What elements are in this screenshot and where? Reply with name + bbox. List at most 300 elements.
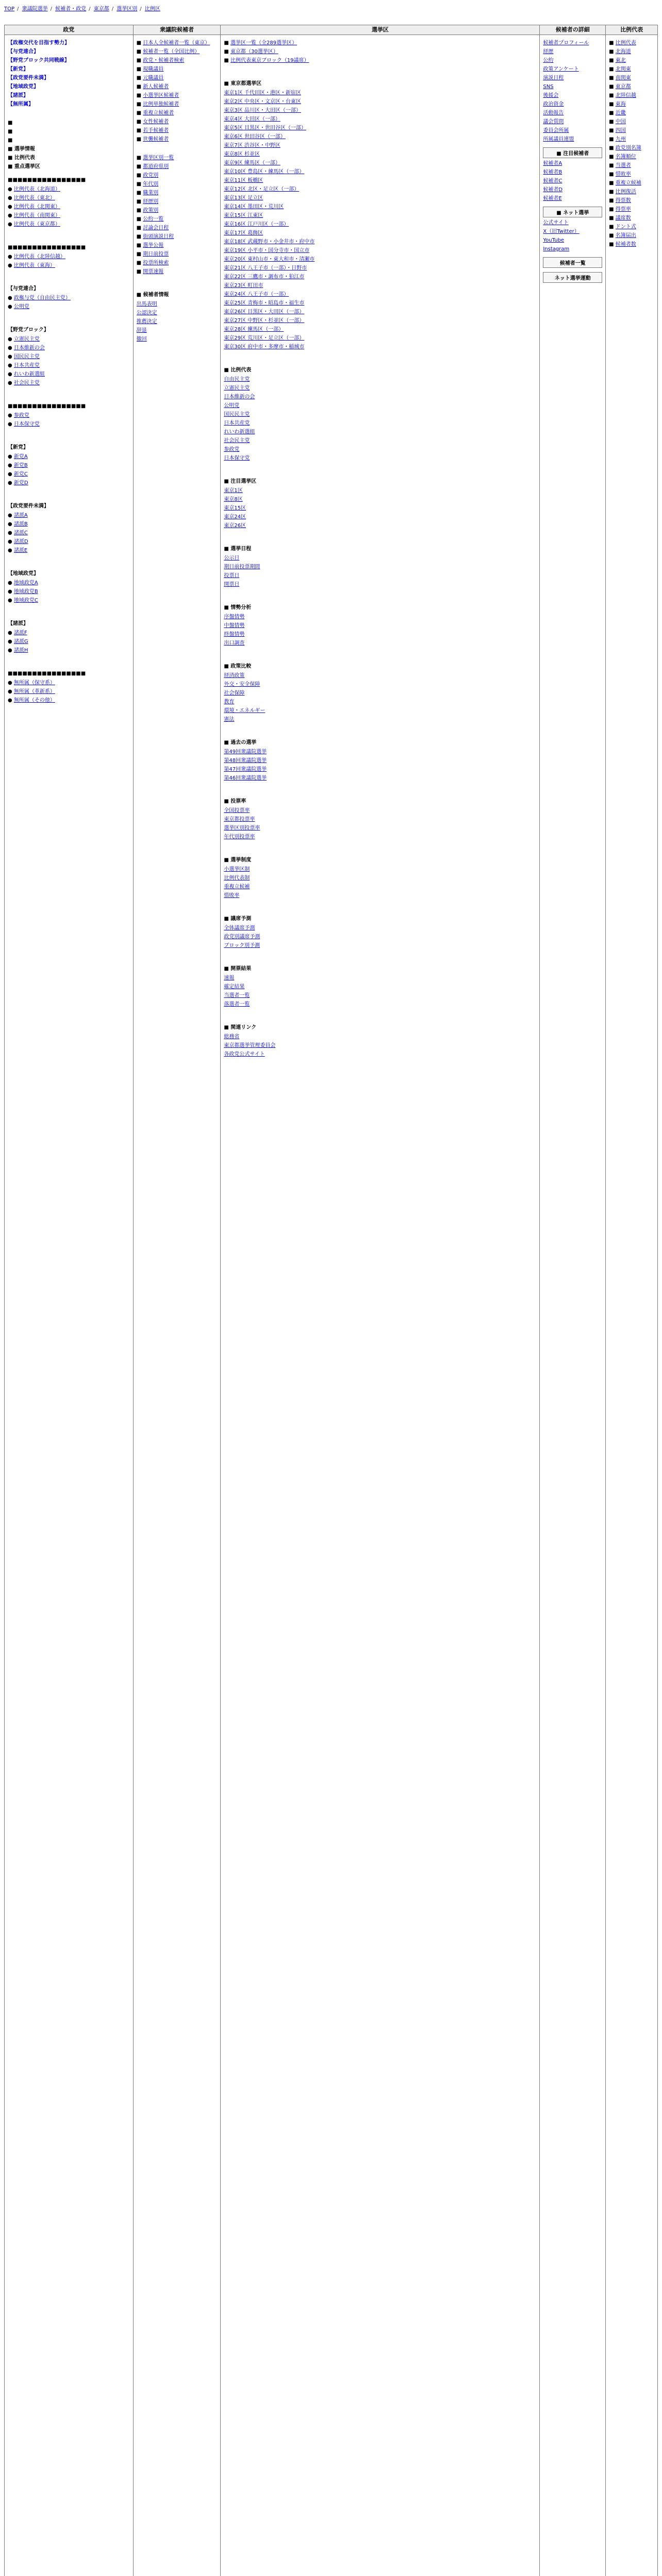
district-link-row bbox=[224, 256, 536, 263]
candidate-sub-link[interactable]: 選挙公報 bbox=[143, 243, 164, 248]
left-menu-item[interactable]: ■ 比例代表 bbox=[8, 155, 35, 161]
district-section-link-row bbox=[224, 975, 536, 982]
district-link[interactable]: 東京29区 荒川区・足立区（一部） bbox=[224, 335, 305, 341]
left-block-link-row bbox=[8, 512, 130, 519]
candidate-sub-link[interactable]: 政党別 bbox=[143, 173, 159, 178]
proportional-link[interactable]: 得票数 bbox=[615, 198, 631, 204]
breadcrumb-link-1[interactable]: 衆議院選挙 bbox=[22, 6, 48, 12]
district-link[interactable]: 東京16区 江戸川区（一部） bbox=[224, 222, 289, 227]
district-section-link[interactable]: 投票日 bbox=[224, 573, 240, 579]
left-block-link[interactable]: 比例代表（北陸信越） bbox=[13, 254, 65, 260]
detail-link[interactable]: 政治資金 bbox=[543, 101, 564, 107]
candidate-link[interactable]: 若手候補者 bbox=[143, 128, 169, 133]
district-section-link[interactable]: 社会保障 bbox=[224, 690, 245, 696]
district-link-row bbox=[224, 335, 536, 342]
left-block-link-row bbox=[8, 547, 130, 554]
district-section-link[interactable]: 東京都投票率 bbox=[224, 817, 255, 822]
left-block-link[interactable]: 比例代表（南関東） bbox=[13, 213, 60, 218]
detail-box-link[interactable]: 公式サイト bbox=[543, 220, 569, 226]
detail-box-link[interactable]: 候補者B bbox=[543, 170, 562, 175]
left-top-item[interactable]: 【政権交代を目指す勢力】 bbox=[8, 40, 70, 46]
district-section-link[interactable]: 開票日 bbox=[224, 582, 240, 587]
left-block-link[interactable]: 比例代表（東京都） bbox=[13, 222, 60, 227]
left-block-title: ■■■■■■■■■■■■■■■■ bbox=[8, 403, 86, 409]
proportional-link-row bbox=[609, 40, 654, 47]
district-intro-link-row bbox=[224, 40, 536, 47]
district-section-link[interactable]: 速報 bbox=[224, 975, 235, 981]
detail-link[interactable]: 委員会所属 bbox=[543, 128, 569, 133]
left-block-link-row bbox=[8, 186, 130, 193]
left-block-link-row bbox=[8, 530, 130, 537]
left-block-link[interactable]: 日本維新の会 bbox=[13, 345, 45, 351]
district-link-row bbox=[224, 177, 536, 184]
candidate-sub-link-row bbox=[137, 172, 218, 179]
district-section-link-row bbox=[224, 622, 536, 630]
district-section-link-row bbox=[224, 411, 536, 418]
detail-box-link[interactable]: YouTube bbox=[543, 238, 565, 243]
left-top-item[interactable]: 【地域政党】 bbox=[8, 84, 39, 90]
district-section-link[interactable]: 第48回衆議院選挙 bbox=[224, 758, 267, 764]
candidate-link[interactable]: 比例単独候補者 bbox=[143, 101, 179, 107]
proportional-link-row bbox=[609, 127, 654, 134]
district-section-link-row bbox=[224, 757, 536, 765]
district-section-link[interactable]: 公明党 bbox=[224, 403, 240, 409]
district-section-link[interactable]: 第47回衆議院選挙 bbox=[224, 767, 267, 772]
left-block-link[interactable]: 諸派D bbox=[13, 539, 28, 545]
spacer bbox=[8, 271, 130, 279]
left-block-link[interactable]: 諸派B bbox=[13, 521, 28, 527]
left-top-item[interactable]: 【与党連合】 bbox=[8, 49, 39, 55]
left-block-link-row bbox=[8, 480, 130, 487]
spacer bbox=[224, 464, 536, 472]
district-section-link[interactable]: 惜敗率 bbox=[224, 893, 240, 899]
detail-link[interactable]: 経歴 bbox=[543, 49, 554, 55]
district-section-link-row bbox=[224, 429, 536, 436]
left-block-link-row bbox=[8, 221, 130, 228]
detail-box-link[interactable]: 候補者C bbox=[543, 178, 562, 184]
candidate-link[interactable]: 政党・候補者検索 bbox=[143, 58, 185, 63]
candidate-sub-link[interactable]: 開票速報 bbox=[143, 269, 164, 275]
district-section-link-row bbox=[224, 394, 536, 401]
district-link[interactable]: 東京17区 葛飾区 bbox=[224, 230, 263, 236]
district-section-link-row bbox=[224, 455, 536, 462]
district-link[interactable]: 東京22区 三鷹市・調布市・狛江市 bbox=[224, 274, 305, 280]
left-block-link[interactable]: 公明党 bbox=[13, 304, 29, 310]
candidate-more-link[interactable]: 撤回 bbox=[136, 336, 147, 342]
left-top-item[interactable]: 【野党ブロック共同戦線】 bbox=[8, 58, 70, 63]
district-section-link-row bbox=[224, 716, 536, 723]
left-block-link[interactable]: 社会民主党 bbox=[13, 380, 40, 386]
district-link[interactable]: 東京15区 江東区 bbox=[224, 213, 263, 218]
proportional-link[interactable]: 得票率 bbox=[615, 207, 631, 212]
detail-link[interactable]: 所属議員連盟 bbox=[543, 137, 574, 142]
candidate-sub-link[interactable]: 都道府県別 bbox=[143, 164, 169, 170]
detail-link-row bbox=[543, 75, 602, 82]
detail-link[interactable]: 公約 bbox=[543, 58, 554, 63]
district-section-link-row bbox=[224, 707, 536, 715]
district-section-link-row bbox=[224, 420, 536, 427]
left-block-link[interactable]: 新党C bbox=[13, 471, 28, 477]
left-block-link-row bbox=[8, 697, 130, 704]
district-section-link[interactable]: 教育 bbox=[224, 699, 235, 705]
candidate-sub-link-row bbox=[137, 225, 218, 232]
left-block-link[interactable]: 参政党 bbox=[13, 413, 29, 418]
detail-link-row bbox=[543, 66, 602, 73]
district-section-link[interactable]: れいわ新選組 bbox=[224, 429, 255, 435]
district-section-link[interactable]: 日本維新の会 bbox=[224, 394, 255, 400]
district-section-link[interactable]: 東京8区 bbox=[224, 497, 243, 502]
candidate-more-link[interactable]: 公認決定 bbox=[136, 310, 157, 316]
proportional-column-header: 比例代表 bbox=[606, 25, 657, 35]
proportional-link[interactable]: 政党別名簿 bbox=[615, 145, 641, 151]
district-section-link-row bbox=[224, 1001, 536, 1008]
proportional-link-row bbox=[609, 92, 654, 99]
detail-link[interactable]: 演説日程 bbox=[543, 75, 564, 81]
district-section-link[interactable]: 中盤情勢 bbox=[224, 623, 245, 629]
district-link-row bbox=[224, 116, 536, 123]
district-section-link-row bbox=[224, 564, 536, 571]
district-link[interactable]: 東京30区 府中市・多摩市・稲城市 bbox=[224, 344, 305, 350]
district-section-link-row bbox=[224, 522, 536, 530]
candidate-column bbox=[134, 25, 221, 2576]
candidate-link[interactable]: 日本人全候補者一覧（東京） bbox=[143, 40, 210, 46]
left-block-link[interactable]: 日本保守党 bbox=[13, 421, 40, 427]
district-link-row bbox=[224, 204, 536, 211]
left-block-link-row bbox=[8, 212, 130, 219]
district-link[interactable]: 東京25区 青梅市・昭島市・福生市 bbox=[224, 300, 305, 306]
district-link[interactable]: 東京1区 千代田区・港区・新宿区 bbox=[224, 90, 301, 96]
detail-box-link[interactable]: 候補者E bbox=[543, 196, 562, 201]
district-section-link[interactable]: 小選挙区制 bbox=[224, 867, 250, 872]
proportional-link[interactable]: 東海 bbox=[615, 101, 626, 107]
district-link-row bbox=[224, 317, 536, 325]
breadcrumb-separator: / bbox=[17, 6, 19, 12]
district-intro-link[interactable]: 比例代表東京ブロック（19議席） bbox=[230, 58, 309, 63]
district-section-title: ■ 議席予測 bbox=[224, 916, 252, 922]
proportional-link[interactable]: 近畿 bbox=[615, 110, 626, 116]
district-link[interactable]: 東京28区 練馬区（一部） bbox=[224, 327, 284, 332]
left-block-link[interactable]: 諸派F bbox=[13, 630, 27, 636]
district-section-link[interactable]: 各政党公式サイト bbox=[224, 1052, 265, 1057]
detail-box-link[interactable]: Instagram bbox=[543, 246, 570, 252]
candidate-link[interactable]: 現職議員 bbox=[143, 66, 164, 72]
district-section-link-row bbox=[224, 496, 536, 503]
proportional-link[interactable]: 北海道 bbox=[615, 49, 631, 55]
breadcrumb-link-3[interactable]: 東京都 bbox=[93, 6, 109, 12]
proportional-link[interactable]: ドント式 bbox=[615, 224, 636, 230]
district-section-link[interactable]: 年代別投票率 bbox=[224, 834, 255, 840]
district-section-title: ■ 注目選挙区 bbox=[224, 479, 257, 484]
district-section-link[interactable]: 日本保守党 bbox=[224, 455, 250, 461]
proportional-link[interactable]: 四国 bbox=[615, 128, 626, 133]
candidate-sub-link-row bbox=[137, 207, 218, 214]
district-section-link[interactable]: 東京1区 bbox=[224, 488, 243, 494]
district-link[interactable]: 東京12区 北区・足立区（一部） bbox=[224, 187, 300, 192]
detail-box-link[interactable]: 候補者D bbox=[543, 187, 563, 193]
left-block-link[interactable]: 比例代表（北関東） bbox=[13, 204, 60, 210]
candidate-sub-link[interactable]: 公約一覧 bbox=[143, 216, 164, 222]
proportional-link[interactable]: 比例復活 bbox=[615, 189, 636, 195]
left-block-link[interactable]: 政権与党（自由民主党） bbox=[13, 295, 71, 301]
proportional-link[interactable]: 重複立候補 bbox=[615, 180, 641, 186]
district-link[interactable]: 東京7区 渋谷区・中野区 bbox=[224, 143, 280, 148]
proportional-link[interactable]: 北関東 bbox=[615, 66, 631, 72]
district-link[interactable]: 東京18区 武蔵野市・小金井市・府中市 bbox=[224, 239, 315, 245]
district-section-link[interactable]: 立憲民主党 bbox=[224, 385, 250, 391]
district-section-link-row bbox=[224, 816, 536, 823]
spacer bbox=[137, 145, 218, 153]
district-link[interactable]: 東京3区 品川区・大田区（一部） bbox=[224, 108, 301, 113]
district-section-link[interactable]: 参政党 bbox=[224, 447, 240, 452]
district-section-link-row bbox=[224, 681, 536, 688]
candidate-link[interactable]: 新人候補者 bbox=[143, 84, 169, 90]
candidate-link-row bbox=[137, 92, 218, 99]
district-link-row bbox=[224, 344, 536, 351]
district-section-link-row bbox=[224, 925, 536, 932]
district-section-link[interactable]: 序盤情勢 bbox=[224, 614, 245, 620]
district-link[interactable]: 東京13区 足立区 bbox=[224, 195, 263, 201]
left-block-link[interactable]: 比例代表（北海道） bbox=[13, 187, 60, 192]
candidate-sub-link[interactable]: 政策別 bbox=[143, 208, 159, 213]
district-link-row bbox=[224, 221, 536, 228]
district-section-link-row bbox=[224, 984, 536, 991]
detail-box-link-row bbox=[543, 237, 602, 244]
candidate-link[interactable]: 小選挙区候補者 bbox=[143, 93, 179, 98]
left-block-link-row bbox=[8, 647, 130, 654]
left-top-item[interactable]: 【政党要件未満】 bbox=[8, 75, 49, 81]
detail-link-row bbox=[543, 127, 602, 134]
left-block-link[interactable]: 諸派C bbox=[13, 530, 28, 536]
district-section-link-row bbox=[224, 446, 536, 453]
district-section-link[interactable]: 東京都選挙管理委員会 bbox=[224, 1043, 276, 1048]
district-section-link[interactable]: 第49回衆議院選挙 bbox=[224, 749, 267, 755]
district-section-link[interactable]: 政党別議席予測 bbox=[224, 934, 260, 940]
district-link[interactable]: 東京27区 中野区・杉並区（一部） bbox=[224, 318, 305, 324]
district-link-row bbox=[224, 160, 536, 167]
left-menu-item[interactable]: ■ bbox=[8, 129, 13, 134]
left-block-link[interactable]: 諸派G bbox=[13, 639, 28, 645]
candidate-sub-link-row bbox=[137, 242, 218, 249]
district-link[interactable]: 東京4区 大田区（一部） bbox=[224, 116, 280, 122]
proportional-link[interactable]: 候補者数 bbox=[615, 242, 636, 247]
district-link-row bbox=[224, 90, 536, 97]
left-block-link[interactable]: 諸派H bbox=[13, 648, 28, 653]
left-block-link[interactable]: 日本共産党 bbox=[13, 363, 40, 368]
detail-box-link[interactable]: X（旧Twitter） bbox=[543, 229, 580, 234]
candidate-link[interactable]: 候補者一覧（全国比例） bbox=[143, 49, 200, 55]
left-block-link-row bbox=[8, 680, 130, 687]
district-section-link[interactable]: 東京15区 bbox=[224, 505, 246, 511]
district-section-link[interactable]: 選挙区別投票率 bbox=[224, 825, 260, 831]
candidate-sub-link[interactable]: 年代別 bbox=[143, 181, 159, 187]
detail-link[interactable]: 活動報告 bbox=[543, 110, 564, 116]
left-block-link-row bbox=[8, 345, 130, 352]
district-section-link-row bbox=[224, 402, 536, 410]
candidate-sub-link[interactable]: 期日前投票 bbox=[143, 251, 169, 257]
district-intro-link[interactable]: 選挙区一覧（全289選挙区） bbox=[230, 40, 297, 46]
district-link[interactable]: 東京19区 小平市・国分寺市・国立市 bbox=[224, 248, 310, 253]
district-section-link[interactable]: 憲法 bbox=[224, 717, 235, 722]
detail-link[interactable]: 候補者プロフィール bbox=[543, 40, 589, 46]
detail-link[interactable]: SNS bbox=[543, 84, 554, 90]
detail-link[interactable]: 政策アンケート bbox=[543, 66, 579, 72]
candidate-sub-link[interactable]: 投票所検索 bbox=[143, 260, 169, 266]
district-section-title: ■ 比例代表 bbox=[224, 367, 252, 373]
left-block-link[interactable]: 立憲民主党 bbox=[13, 336, 40, 342]
left-block-link-row bbox=[8, 371, 130, 378]
district-link[interactable]: 東京20区 東村山市・東大和市・清瀬市 bbox=[224, 257, 315, 262]
left-menu-item[interactable]: ■ 選挙情報 bbox=[8, 146, 35, 152]
left-block-link[interactable]: 地域政党B bbox=[13, 589, 38, 595]
proportional-link[interactable]: 名簿順位 bbox=[615, 154, 636, 160]
left-block-link[interactable]: 新党A bbox=[13, 454, 28, 460]
breadcrumb-link-4[interactable]: 選挙区別 bbox=[117, 6, 138, 12]
breadcrumb-link-2[interactable]: 候補者・政党 bbox=[55, 6, 87, 12]
district-link[interactable]: 東京26区 目黒区・大田区（一部） bbox=[224, 309, 305, 315]
district-link[interactable]: 東京23区 町田市 bbox=[224, 283, 263, 289]
candidate-more-link[interactable]: 出馬表明 bbox=[136, 301, 157, 307]
left-block-link[interactable]: 諸派A bbox=[13, 513, 28, 518]
candidate-more-link[interactable]: 辞退 bbox=[136, 328, 147, 333]
proportional-link[interactable]: 当選者 bbox=[615, 163, 631, 168]
district-section-link[interactable]: 自由民主党 bbox=[224, 377, 250, 382]
left-block-link[interactable]: 諸派E bbox=[13, 548, 28, 553]
district-link[interactable]: 東京5区 目黒区・世田谷区（一部） bbox=[224, 125, 306, 131]
spacer bbox=[8, 430, 130, 438]
district-link[interactable]: 東京14区 墨田区・荒川区 bbox=[224, 204, 284, 210]
left-top-item[interactable]: 【諸派】 bbox=[8, 93, 28, 98]
district-section-link[interactable]: 社会民主党 bbox=[224, 438, 250, 444]
left-block-title: 【新党】 bbox=[8, 445, 28, 450]
candidate-sub-link[interactable]: 選挙区別一覧 bbox=[143, 155, 174, 161]
left-block-link[interactable]: れいわ新選組 bbox=[13, 371, 45, 377]
district-section-link[interactable]: 日本共産党 bbox=[224, 420, 250, 426]
district-section-link[interactable]: 東京24区 bbox=[224, 514, 246, 520]
district-intro-link[interactable]: 東京都（30選挙区） bbox=[230, 49, 278, 55]
district-section-link[interactable]: 環境・エネルギー bbox=[224, 708, 266, 714]
district-section-link[interactable]: 当選者一覧 bbox=[224, 993, 250, 998]
district-link[interactable]: 東京8区 杉並区 bbox=[224, 151, 260, 157]
proportional-link[interactable]: 惜敗率 bbox=[615, 172, 631, 177]
district-link-row bbox=[224, 107, 536, 114]
left-block-link[interactable]: 比例代表（東海） bbox=[13, 263, 55, 268]
candidate-sub-link[interactable]: 討論会日程 bbox=[143, 225, 169, 231]
district-section-link[interactable]: 経済政策 bbox=[224, 673, 245, 679]
left-block-link[interactable]: 無所属（革新系） bbox=[13, 689, 55, 694]
district-section-link[interactable]: 全体議席予測 bbox=[224, 925, 255, 931]
candidate-link-row bbox=[137, 118, 218, 126]
candidate-more-link[interactable]: 推薦決定 bbox=[136, 319, 157, 325]
candidate-sub-link[interactable]: 街頭演説日程 bbox=[143, 234, 174, 240]
candidate-link-row bbox=[137, 66, 218, 73]
left-block-link[interactable]: 無所属（保守系） bbox=[13, 680, 55, 686]
proportional-link[interactable]: 中国 bbox=[615, 119, 626, 125]
district-section-link[interactable]: 第46回衆議院選挙 bbox=[224, 775, 267, 781]
district-section-link[interactable]: ブロック別予測 bbox=[224, 943, 260, 948]
district-section-link[interactable]: 比例代表制 bbox=[224, 875, 250, 881]
breadcrumb-link-0[interactable]: TOP bbox=[4, 6, 15, 12]
left-top-item[interactable]: 【新党】 bbox=[8, 66, 28, 72]
proportional-link[interactable]: 議席数 bbox=[615, 215, 631, 221]
left-block-link[interactable]: 比例代表（東北） bbox=[13, 195, 55, 201]
district-section-link[interactable]: 落選者一覧 bbox=[224, 1002, 250, 1007]
breadcrumb-link-5[interactable]: 比例区 bbox=[144, 6, 160, 12]
candidate-link[interactable]: 女性候補者 bbox=[143, 119, 169, 125]
district-section-link[interactable]: 確定結果 bbox=[224, 984, 245, 990]
detail-link-row bbox=[543, 101, 602, 108]
district-section-link[interactable]: 総務省 bbox=[224, 1034, 240, 1040]
district-section-link-row bbox=[224, 825, 536, 832]
proportional-link[interactable]: 東北 bbox=[615, 58, 626, 63]
candidate-sub-link[interactable]: 職業別 bbox=[143, 190, 159, 196]
district-section-link[interactable]: 東京26区 bbox=[224, 523, 246, 529]
candidate-sub-link[interactable]: 経歴別 bbox=[143, 199, 159, 205]
district-link[interactable]: 東京2区 中央区・文京区・台東区 bbox=[224, 99, 301, 105]
left-block-link[interactable]: 新党D bbox=[13, 480, 28, 486]
district-section-link[interactable]: 重複立候補 bbox=[224, 884, 250, 890]
district-section-link[interactable]: 外交・安全保障 bbox=[224, 682, 260, 687]
left-block-link[interactable]: 国民民主党 bbox=[13, 354, 40, 360]
district-link[interactable]: 東京6区 世田谷区（一部） bbox=[224, 134, 286, 140]
district-section-link[interactable]: 全国投票率 bbox=[224, 808, 250, 814]
district-section-link[interactable]: 国民民主党 bbox=[224, 412, 250, 417]
proportional-link[interactable]: 北陸信越 bbox=[615, 93, 636, 98]
district-link-row bbox=[224, 230, 536, 237]
candidate-more-link-row bbox=[137, 336, 218, 343]
left-menu-item[interactable]: ■ bbox=[8, 138, 13, 143]
district-link[interactable]: 東京10区 豊島区・練馬区（一部） bbox=[224, 169, 305, 175]
proportional-link-row bbox=[609, 136, 654, 143]
district-section-title: ■ 情勢分析 bbox=[224, 605, 252, 611]
left-block-link[interactable]: 地域政党C bbox=[13, 598, 38, 603]
proportional-link[interactable]: 比例代表 bbox=[615, 40, 636, 46]
proportional-link[interactable]: 南関東 bbox=[615, 75, 631, 81]
left-block-link[interactable]: 地域政党A bbox=[13, 580, 38, 586]
proportional-link-row bbox=[609, 197, 654, 205]
district-section-link[interactable]: 期日前投票期間 bbox=[224, 564, 260, 570]
district-link[interactable]: 東京9区 練馬区（一部） bbox=[224, 160, 280, 166]
candidate-link[interactable]: 重複立候補者 bbox=[143, 110, 174, 116]
left-block-link[interactable]: 新党B bbox=[13, 463, 28, 468]
district-link[interactable]: 東京11区 板橋区 bbox=[224, 178, 263, 183]
left-block-link-row bbox=[8, 630, 130, 637]
proportional-link[interactable]: 九州 bbox=[615, 137, 626, 142]
proportional-link[interactable]: 東京都 bbox=[615, 84, 631, 90]
candidate-link[interactable]: 世襲候補者 bbox=[143, 137, 169, 142]
proportional-link[interactable]: 名簿届出 bbox=[615, 233, 636, 239]
left-top-item[interactable]: 【無所属】 bbox=[8, 101, 34, 107]
left-block-link-row bbox=[8, 204, 130, 211]
left-menu-item[interactable]: ■ bbox=[8, 120, 13, 126]
district-link[interactable]: 東京24区 八王子市（一部） bbox=[224, 292, 289, 297]
candidate-link[interactable]: 元職議員 bbox=[143, 75, 164, 81]
district-link[interactable]: 東京21区 八王子市（一部）・日野市 bbox=[224, 265, 307, 271]
party-column bbox=[5, 25, 134, 2576]
left-block-title: 【諸派】 bbox=[8, 621, 28, 626]
detail-link[interactable]: 議会質問 bbox=[543, 119, 564, 125]
detail-link[interactable]: 後援会 bbox=[543, 93, 559, 98]
district-section-link-row bbox=[224, 1051, 536, 1058]
district-section-link[interactable]: 終盤情勢 bbox=[224, 632, 245, 637]
district-section-link[interactable]: 出口調査 bbox=[224, 640, 245, 646]
left-menu-item[interactable]: ■ 重点選挙区 bbox=[8, 164, 40, 170]
district-section-link[interactable]: 公示日 bbox=[224, 555, 240, 561]
detail-box-link[interactable]: 候補者A bbox=[543, 161, 562, 166]
district-section-title: ■ 過去の選挙 bbox=[224, 740, 257, 745]
detail-box-link-row bbox=[543, 246, 602, 253]
left-block-link[interactable]: 無所属（その他） bbox=[13, 698, 55, 703]
district-section-link-row bbox=[224, 640, 536, 647]
